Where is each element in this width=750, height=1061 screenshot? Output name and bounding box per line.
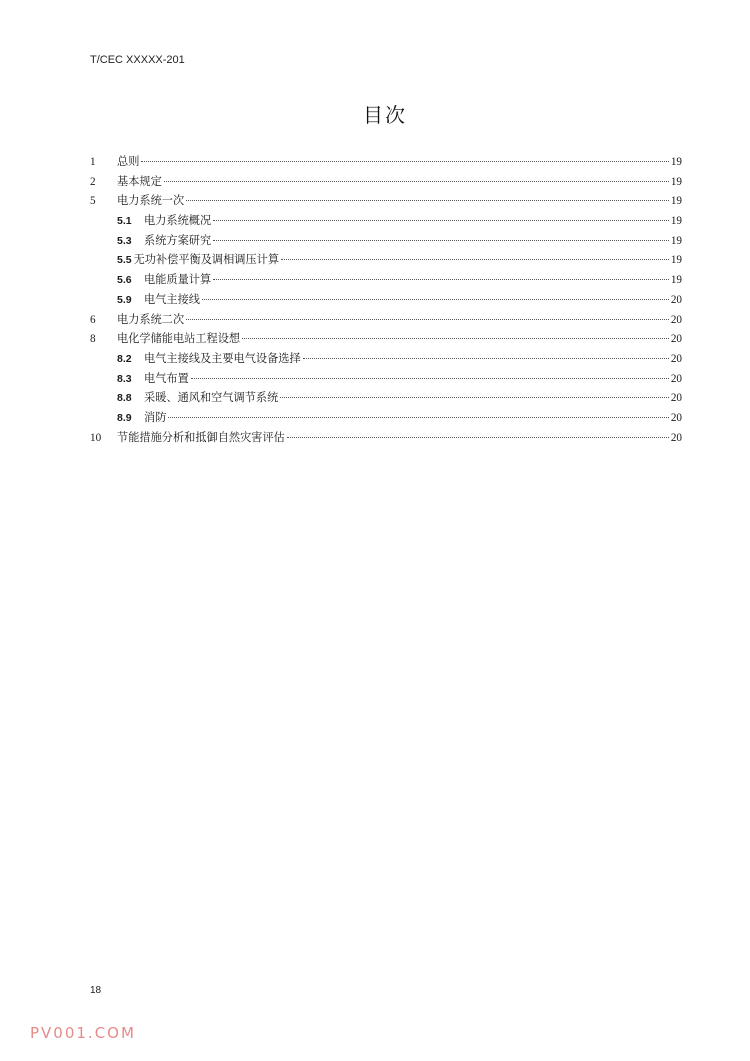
dot-leader [281,259,669,260]
toc-entry-number: 1 [90,156,96,168]
toc-entry[interactable] [90,250,682,270]
toc-entry-number: 8.8 [117,392,132,405]
toc-entry-number: 5.5 [117,254,132,267]
toc-entry-page: 20 [670,313,682,326]
dot-leader [141,161,668,162]
toc-entry-title: 电力系统概况 [144,214,212,228]
document-code: T/CEC XXXXX-201 [90,54,185,66]
toc-entry-title: 系统方案研究 [144,233,212,247]
toc-entry-page: 20 [670,411,682,424]
toc-entry-title: 采暖、通风和空气调节系统 [144,391,279,405]
toc-entry-number: 5.3 [117,234,132,247]
toc-entry[interactable] [90,270,682,290]
toc-entry-number: 6 [90,313,96,326]
page-title: 目次 [363,103,407,127]
dot-leader [164,181,669,182]
dot-leader [191,378,669,379]
toc-entry-page: 20 [670,392,682,405]
toc-entry-number: 10 [90,431,102,444]
toc-entry[interactable] [90,329,682,349]
dot-leader [303,358,669,359]
toc-entry-page: 19 [670,254,682,267]
toc-entry-number: 5 [90,195,96,208]
table-of-contents [90,152,682,447]
toc-entry[interactable] [90,172,682,192]
toc-entry[interactable] [90,152,682,172]
dot-leader [186,319,669,320]
toc-entry-title: 电力系统二次 [117,312,185,326]
dot-leader [202,299,669,300]
toc-entry-number: 5.6 [117,274,132,287]
dot-leader [168,417,668,418]
toc-entry-page: 20 [670,352,682,365]
toc-entry-title: 电气布置 [144,371,189,385]
toc-entry-number: 5.1 [117,215,132,228]
toc-entry-page: 20 [670,372,682,385]
toc-entry-title: 电能质量计算 [144,273,212,287]
dot-leader [213,279,669,280]
toc-entry[interactable] [90,349,682,369]
dot-leader [280,397,669,398]
toc-entry[interactable] [90,369,682,389]
toc-entry[interactable] [90,211,682,231]
toc-entry-title: 总则 [117,155,140,168]
toc-entry-page: 20 [670,431,682,444]
toc-entry-title: 电气主接线 [144,292,200,306]
toc-entry-number: 8.2 [117,352,132,365]
toc-entry-title: 基本规定 [117,174,162,188]
toc-entry[interactable] [90,388,682,408]
toc-entry-number: 8.9 [117,411,132,424]
toc-entry-page: 19 [670,175,682,188]
toc-entry[interactable] [90,408,682,428]
page-number: 18 [90,985,102,996]
toc-entry[interactable] [90,231,682,251]
toc-entry-page: 20 [670,333,682,346]
toc-entry-number: 8 [90,333,96,346]
toc-entry-page: 20 [670,293,682,306]
toc-entry[interactable] [90,310,682,330]
watermark: PV001.COM [30,1024,136,1042]
toc-entry-title: 电化学储能电站工程设想 [117,332,241,346]
dot-leader [186,200,669,201]
toc-entry-number: 5.9 [117,293,132,306]
toc-entry[interactable] [90,428,682,448]
toc-entry-page: 19 [670,156,682,168]
toc-entry[interactable] [90,290,682,310]
toc-entry-title: 节能措施分析和抵御自然灾害评估 [117,430,285,444]
toc-entry-page: 19 [670,195,682,208]
toc-entry-number: 8.3 [117,372,132,385]
toc-entry-title: 电气主接线及主要电气设备选择 [144,351,301,365]
toc-entry-title: 消防 [144,410,167,424]
toc-entry-title: 无功补偿平衡及调相调压计算 [133,253,280,267]
dot-leader [242,338,669,339]
toc-entry[interactable] [90,191,682,211]
dot-leader [287,437,669,438]
toc-entry-title: 电力系统一次 [117,194,185,208]
dot-leader [213,240,669,241]
dot-leader [213,220,669,221]
toc-entry-page: 19 [670,234,682,247]
toc-entry-number: 2 [90,175,96,188]
toc-entry-page: 19 [670,274,682,287]
toc-entry-page: 19 [670,215,682,228]
